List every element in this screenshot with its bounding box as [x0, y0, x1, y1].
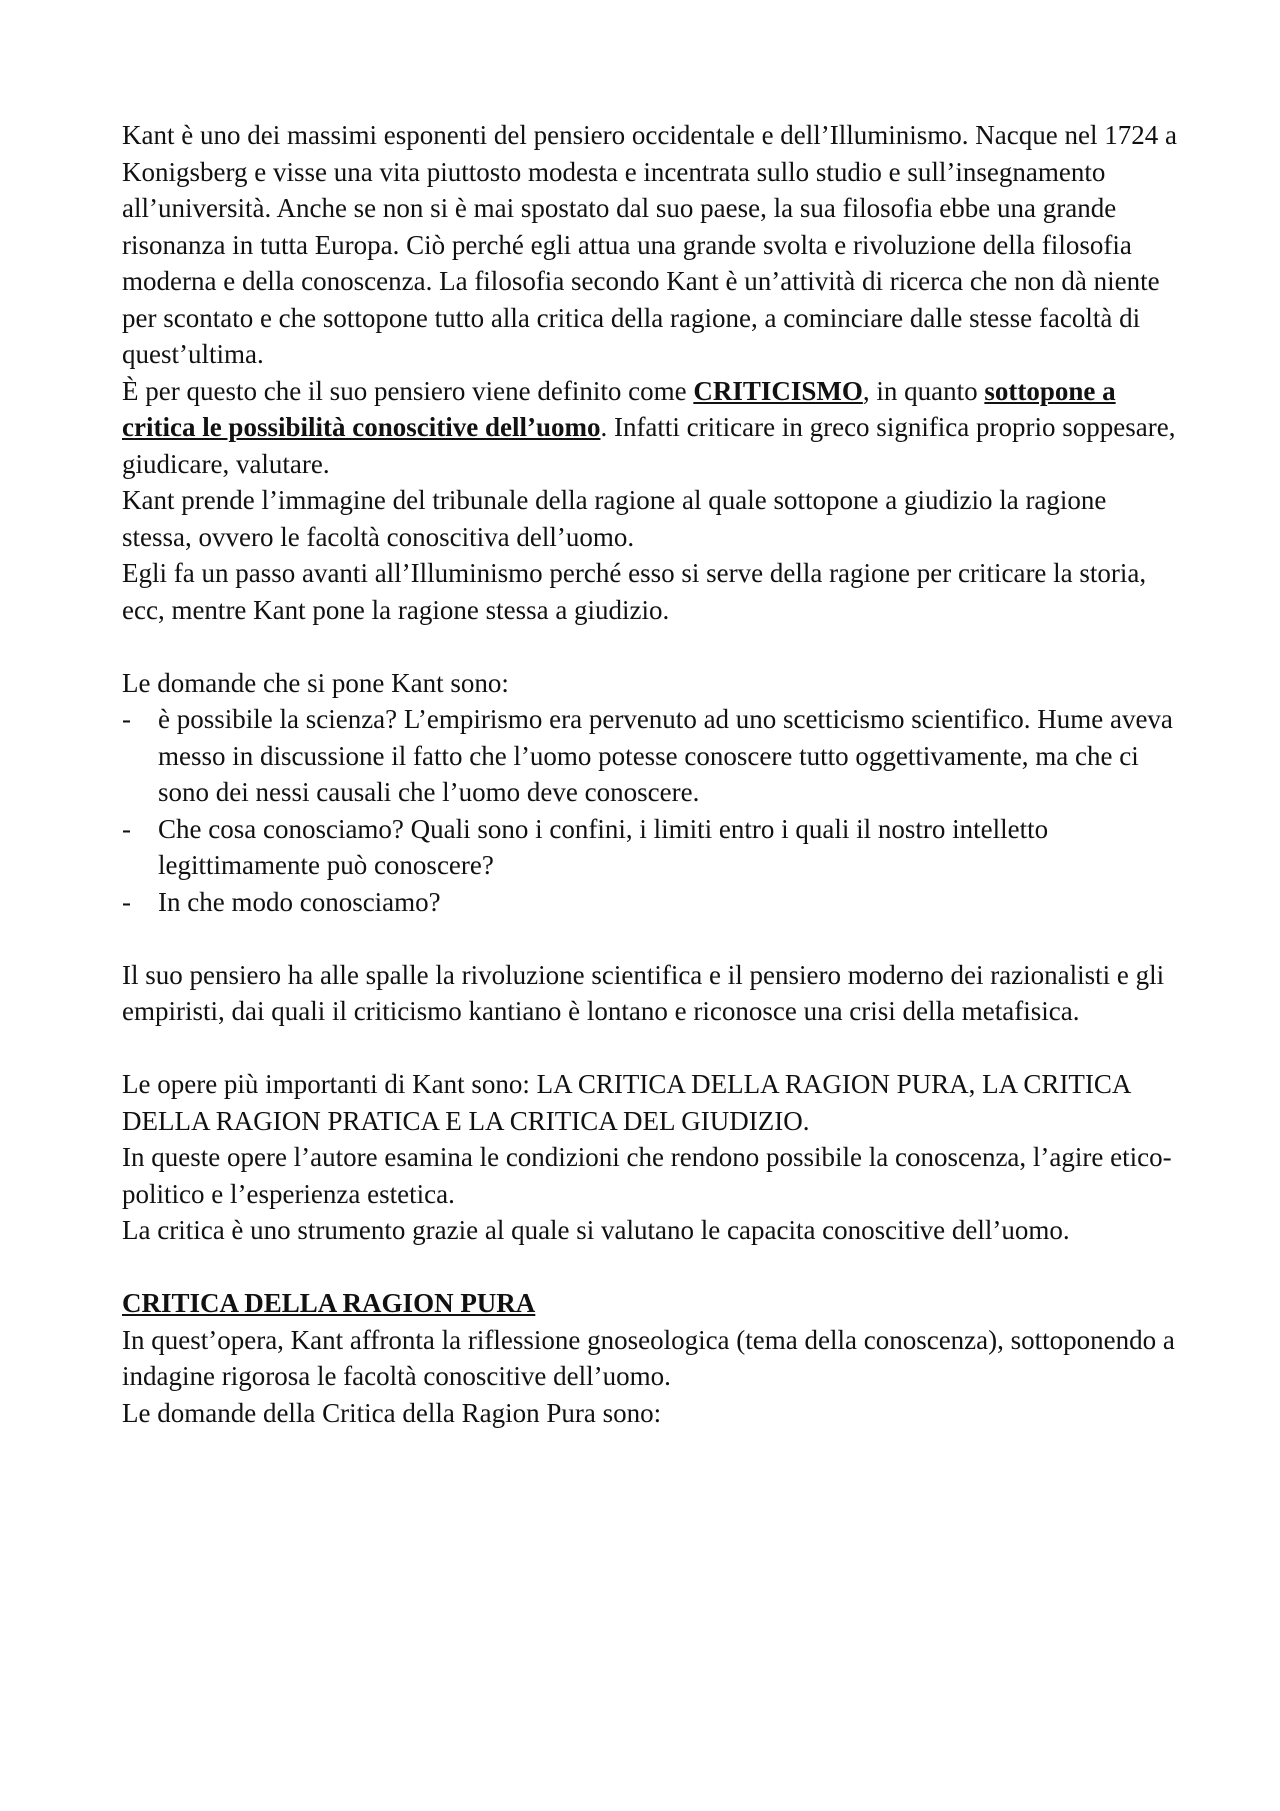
criticismo-definition: sottopone a critica le possibilità conoscitive dell’uomo: [122, 375, 1116, 442]
section-questions-intro: Le domande della Critica della Ragion Pura sono:: [122, 1397, 662, 1428]
list-item: [122, 811, 1182, 884]
section-heading: CRITICA DELLA RAGION PURA: [122, 1288, 536, 1318]
document-page: [122, 117, 1182, 1431]
criticismo-text-middle: , in quanto: [862, 375, 985, 406]
paragraph-gap: [122, 1030, 1182, 1067]
criticismo-text-before: È per questo che il suo pensiero viene definito come: [122, 375, 694, 406]
list-item-text: In che modo conosciamo?: [158, 886, 441, 917]
section-paragraph: In quest’opera, Kant affronta la riflessione gnoseologica (tema della conoscenza), sottoponendo a indagine rigorosa le facoltà conoscitive dell’uomo.: [122, 1324, 1175, 1391]
illuminismo-paragraph: Egli fa un passo avanti all’Illuminismo perché esso si serve della ragione per criticare la storia, ecc, mentre Kant pone la ragione stessa a giudizio.: [122, 558, 1147, 625]
paragraph-gap: [122, 1249, 1182, 1286]
list-item: [122, 884, 1182, 921]
background-paragraph: Il suo pensiero ha alle spalle la rivoluzione scientifica e il pensiero moderno dei razionalisti e gli empiristi, dai quali il criticismo kantiano è lontano e riconosce una crisi della metafisica.: [122, 959, 1165, 1026]
list-bullet: -: [122, 704, 131, 734]
criticismo-paragraph: [122, 373, 1182, 483]
list-item-text: è possibile la scienza? L’empirismo era pervenuto ad uno scetticismo scientifico. Hume aveva messo in discussione il fatto che l’uomo potesse conoscere tutto oggettivamente, ma che ci sono dei nessi causali che l’uomo deve conoscere.: [158, 704, 1173, 807]
list-bullet: -: [122, 813, 131, 844]
questions-list: [122, 701, 1182, 920]
works-conditions-paragraph: In queste opere l’autore esamina le condizioni che rendono possibile la conoscenza, l’agire etico-politico e l’esperienza estetica.: [122, 1142, 1172, 1209]
list-bullet: -: [122, 886, 131, 917]
paragraph-gap: [122, 920, 1182, 957]
questions-intro: Le domande che si pone Kant sono:: [122, 667, 509, 698]
list-item-text: Che cosa conosciamo? Quali sono i confini, i limiti entro i quali il nostro intelletto legittimamente può conoscere?: [158, 813, 1049, 880]
works-paragraph: Le opere più importanti di Kant sono: LA CRITICA DELLA RAGION PURA, LA CRITICA DELLA RAGION PRATICA E LA CRITICA DEL GIUDIZIO.: [122, 1069, 1130, 1136]
critique-paragraph: La critica è uno strumento grazie al quale si valutano le capacita conoscitive dell’uomo.: [122, 1215, 1070, 1245]
criticismo-text-after: . Infatti criticare in greco significa proprio soppesare, giudicare, valutare.: [122, 412, 1176, 479]
tribunale-paragraph: Kant prende l’immagine del tribunale della ragione al quale sottopone a giudizio la ragione stessa, ovvero le facoltà conoscitiva dell’uomo.: [122, 485, 1107, 552]
list-item: [122, 701, 1182, 811]
intro-paragraph: Kant è uno dei massimi esponenti del pensiero occidentale e dell’Illuminismo. Nacque nel 1724 a Konigsberg e visse una vita piuttosto modesta e incentrata sullo studio e sull’insegnamento all’università. Anche se non si è mai spostato dal suo paese, la sua filosofia ebbe una grande risonanza in tutta Europa. Ciò perché egli attua una grande svolta e rivoluzione della filosofia moderna e della conoscenza. La filosofia secondo Kant è un’attività di ricerca che non dà niente per scontato e che sottopone tutto alla critica della ragione, a cominciare dalle stesse facoltà di quest’ultima.: [122, 120, 1177, 369]
criticismo-term: CRITICISMO: [693, 375, 863, 406]
paragraph-gap: [122, 628, 1182, 665]
